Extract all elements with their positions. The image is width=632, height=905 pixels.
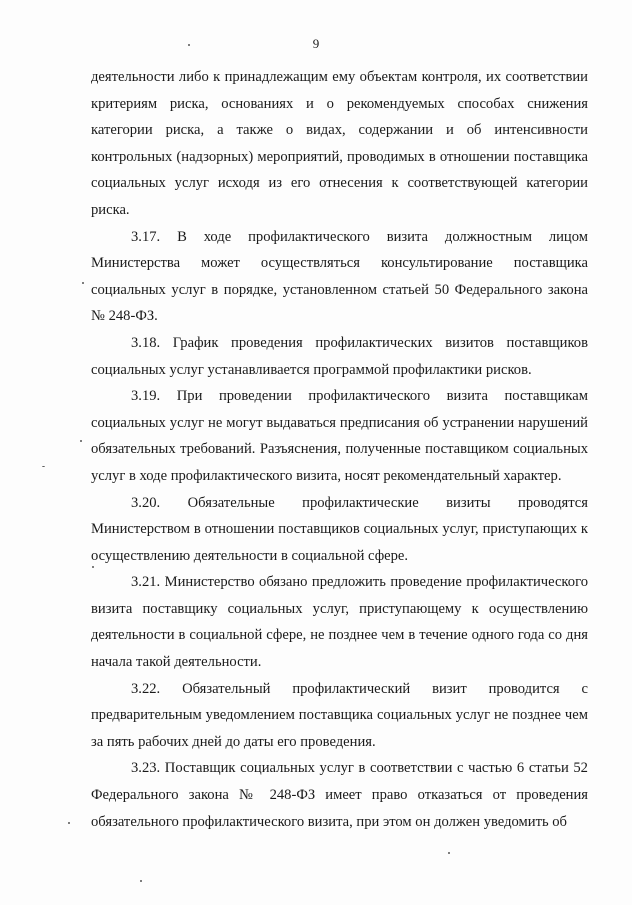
paragraph-number: 3.20. xyxy=(131,494,161,511)
paragraph-text: деятельности либо к принадлежащим ему объектам контроля, их соответствии критериям риска, основаниях и о рекомендуемых способах снижения категории риска, а также о видах, содержании и об интенсивности контрольных (надзорных) мероприятий, проводимых в отношении поставщика социальных услуг исходя из его отнесения к соответствующей категории риска. xyxy=(91,69,588,218)
paragraph-text: Обязательные профилактические визиты проводятся Министерством в отношении поставщиков социальных услуг, приступающих к осуществлению деятельности в социальной сфере. xyxy=(91,494,588,564)
paragraph-3-23 xyxy=(91,755,588,835)
paragraph-3-18 xyxy=(91,330,588,383)
paragraph-text: Обязательный профилактический визит проводится с предварительным уведомлением поставщика социальных услуг не позднее чем за пять рабочих дней до даты его проведения. xyxy=(91,680,588,750)
paragraph-continuation xyxy=(91,64,588,224)
paragraph-number: 3.21. xyxy=(131,574,161,591)
paragraph-number: 3.18. xyxy=(131,334,161,351)
scan-speck xyxy=(140,880,142,882)
paragraph-3-17 xyxy=(91,224,588,330)
scan-speck xyxy=(68,822,70,824)
scan-speck xyxy=(448,852,450,854)
paragraph-text: Поставщик социальных услуг в соответствии с частью 6 статьи 52 Федерального закона № 248-ФЗ имеет право отказаться от проведения обязательного профилактического визита, при этом он должен уведомить об xyxy=(91,760,588,830)
paragraph-3-21 xyxy=(91,569,588,675)
paragraph-3-22 xyxy=(91,676,588,756)
page-number: 9 xyxy=(312,36,320,51)
paragraph-number: 3.19. xyxy=(131,388,161,405)
scan-speck xyxy=(42,466,45,467)
paragraph-text: График проведения профилактических визитов поставщиков социальных услуг устанавливается программой профилактики рисков. xyxy=(91,334,588,378)
paragraph-3-19 xyxy=(91,383,588,489)
paragraph-text: В ходе профилактического визита должностным лицом Министерства может осуществляться консультирование поставщика социальных услуг в порядке, установленном статьей 50 Федерального закона № 248-ФЗ. xyxy=(91,228,588,325)
paragraph-number: 3.23. xyxy=(131,760,161,777)
paragraph-text: При проведении профилактического визита поставщикам социальных услуг не могут выдаваться предписания об устранении нарушений обязательных требований. Разъяснения, полученные поставщиком социальных услуг в ходе профилактического визита, носят рекомендательный характер. xyxy=(91,388,588,484)
paragraph-number: 3.22. xyxy=(131,680,161,697)
scan-speck xyxy=(188,44,190,46)
scan-speck xyxy=(82,282,84,284)
paragraph-number: 3.17. xyxy=(131,228,161,245)
scan-speck xyxy=(92,566,94,568)
document-body xyxy=(91,64,588,835)
scan-speck xyxy=(80,440,82,442)
paragraph-3-20 xyxy=(91,490,588,570)
paragraph-text: Министерство обязано предложить проведение профилактического визита поставщику социальных услуг, приступающему к осуществлению деятельности в социальной сфере, не позднее чем в течение одного года со дня начала такой деятельности. xyxy=(91,574,588,671)
